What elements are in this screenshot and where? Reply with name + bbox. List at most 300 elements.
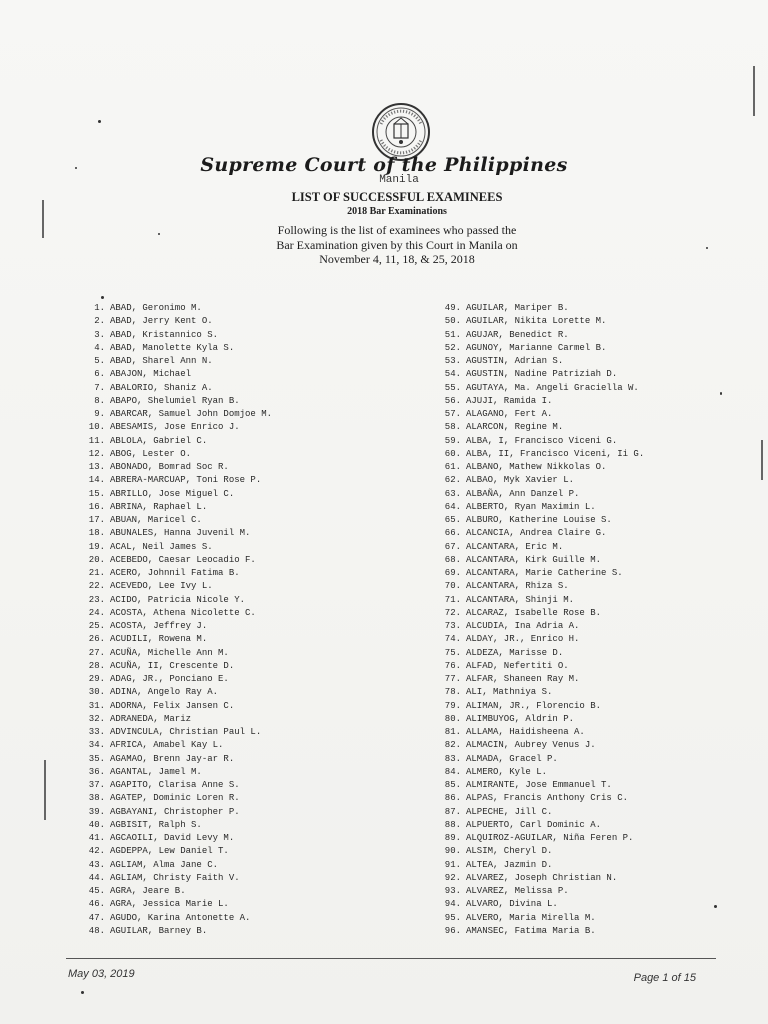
examinee-name: ALLAMA, Haidisheena A.	[466, 727, 585, 737]
examinee-row	[438, 501, 768, 514]
examinee-name: ALCARAZ, Isabelle Rose B.	[466, 607, 602, 618]
examinee-number: 71.	[444, 594, 461, 605]
examinee-row	[82, 355, 422, 368]
examinee-number: 61.	[444, 462, 461, 472]
examinee-name: ALDEZA, Marisse D.	[466, 647, 564, 658]
examinee-row	[438, 686, 768, 699]
examinee-row	[438, 488, 768, 501]
examinee-number: 7.	[94, 382, 105, 393]
examinee-name: ACUÑA, II, Crescente D.	[110, 660, 235, 671]
examinee-name: ALBANO, Mathew Nikkolas O.	[466, 462, 607, 472]
examinee-name: AGUILAR, Nikita Lorette M.	[466, 316, 607, 327]
examinee-number: 28.	[88, 660, 105, 671]
examinee-name: ALVARO, Divina L.	[466, 899, 558, 910]
examinee-number: 41.	[88, 833, 105, 843]
examinee-name: ABRILLO, Jose Miguel C.	[110, 488, 235, 499]
scan-speck	[98, 120, 101, 123]
examinee-name: ALCANTARA, Shinji M.	[466, 594, 575, 605]
examinee-name: ALMACIN, Aubrey Venus J.	[466, 740, 596, 751]
examinee-number: 45.	[88, 886, 105, 896]
examinee-name: ALVAREZ, Joseph Christian N.	[466, 872, 618, 883]
examinee-name: ALBAO, Myk Xavier L.	[466, 475, 575, 486]
examinee-name: ACUDILI, Rowena M.	[110, 634, 208, 645]
examinee-number: 72.	[444, 607, 461, 618]
examinee-name: AGDEPPA, Lew Daniel T.	[110, 846, 229, 857]
examinee-number: 34.	[88, 740, 105, 751]
examinee-number: 52.	[444, 342, 461, 353]
examinee-number: 16.	[88, 501, 105, 512]
scan-speck	[720, 392, 722, 395]
examinee-number: 82.	[444, 740, 461, 751]
examinee-row	[82, 554, 422, 567]
examinee-number: 55.	[444, 382, 461, 393]
examinee-name: ALSIM, Cheryl D.	[466, 846, 553, 857]
examinee-row	[438, 382, 768, 395]
examinee-name: ABAD, Geronimo M.	[110, 303, 202, 313]
examinee-name: ALCANTARA, Eric M.	[466, 541, 564, 552]
examinee-number: 8.	[94, 395, 105, 406]
examinee-name: ABARCAR, Samuel John Domjoe M.	[110, 409, 273, 419]
examinee-name: AGUSTIN, Nadine Patriziah D.	[466, 369, 618, 380]
examinee-row	[82, 580, 422, 593]
intro-paragraph	[0, 223, 768, 267]
examinee-number: 73.	[444, 621, 461, 631]
examinee-row	[82, 541, 422, 554]
examinee-row	[438, 819, 768, 832]
examinee-name: ACEVEDO, Lee Ivy L.	[110, 581, 213, 592]
examinee-number: 44.	[88, 872, 105, 883]
examinee-name: AGANTAL, Jamel M.	[110, 766, 202, 777]
examinee-number: 56.	[444, 395, 461, 406]
examinee-name: ALARCON, Regine M.	[466, 422, 564, 433]
examinee-row	[82, 421, 422, 434]
examinee-number: 6.	[94, 369, 105, 380]
examinee-name: ALFAR, Shaneen Ray M.	[466, 674, 580, 684]
examinee-row	[82, 912, 422, 925]
scan-edge-mark	[753, 66, 755, 116]
examinee-name: ALPUERTO, Carl Dominic A.	[466, 819, 602, 830]
examinee-row	[438, 885, 768, 898]
examinee-number: 68.	[444, 554, 461, 565]
examinee-number: 27.	[88, 647, 105, 658]
examinee-row	[438, 448, 768, 461]
examinee-row	[438, 700, 768, 713]
examinee-number: 11.	[88, 435, 105, 446]
examinee-row	[438, 514, 768, 527]
examinee-number: 84.	[444, 766, 461, 777]
examinee-name: ALIMBUYOG, Aldrin P.	[466, 713, 575, 724]
examinee-number: 81.	[444, 727, 461, 737]
examinee-name: ACIDO, Patricia Nicole Y.	[110, 594, 246, 605]
examinee-row	[438, 342, 768, 355]
examinee-number: 21.	[88, 568, 105, 578]
examinee-name: ABLOLA, Gabriel C.	[110, 435, 208, 446]
examinee-number: 18.	[88, 528, 105, 539]
examinee-row	[438, 474, 768, 487]
examinee-number: 54.	[444, 369, 461, 380]
examinee-row	[438, 368, 768, 381]
examinee-row	[438, 302, 768, 315]
examinee-row	[82, 435, 422, 448]
examinee-number: 62.	[444, 475, 461, 486]
examinee-row	[82, 885, 422, 898]
examinee-name: AGUSTIN, Adrian S.	[466, 356, 564, 366]
examinee-row	[438, 527, 768, 540]
examinee-number: 4.	[94, 342, 105, 353]
examinee-number: 46.	[88, 899, 105, 910]
examinee-number: 12.	[88, 448, 105, 459]
examinee-row	[82, 660, 422, 673]
footer-date: May 03, 2019	[68, 968, 135, 980]
examinee-name: AJUJI, Ramida I.	[466, 395, 553, 406]
examinee-number: 96.	[444, 925, 461, 936]
examinee-row	[82, 673, 422, 686]
examinee-number: 85.	[444, 780, 461, 790]
examinee-row	[82, 501, 422, 514]
examinee-number: 5.	[94, 356, 105, 366]
examinee-number: 24.	[88, 607, 105, 618]
examinee-row	[438, 620, 768, 633]
examinee-row	[438, 792, 768, 805]
examinee-row	[82, 567, 422, 580]
examinee-row	[438, 315, 768, 328]
examinee-name: ADRANEDA, Mariz	[110, 713, 192, 724]
examinee-name: ALMIRANTE, Jose Emmanuel T.	[466, 780, 612, 790]
examinee-row	[438, 726, 768, 739]
examinee-number: 37.	[88, 780, 105, 790]
examinee-name: AGUNOY, Marianne Carmel B.	[466, 342, 607, 353]
examinee-row	[438, 329, 768, 342]
examinee-row	[82, 753, 422, 766]
examinee-number: 64.	[444, 501, 461, 512]
examinee-name: ALQUIROZ-AGUILAR, Niña Feren P.	[466, 833, 634, 843]
examinee-number: 13.	[88, 462, 105, 472]
examinee-name: AGATEP, Dominic Loren R.	[110, 793, 240, 804]
examinee-name: ADORNA, Felix Jansen C.	[110, 700, 235, 711]
examinee-name: AGUTAYA, Ma. Angeli Graciella W.	[466, 382, 639, 393]
examinee-number: 80.	[444, 713, 461, 724]
examinee-name: ALCANTARA, Marie Catherine S.	[466, 568, 623, 578]
examinee-row	[82, 633, 422, 646]
court-seal-icon	[367, 102, 435, 162]
examinee-row	[438, 607, 768, 620]
examinee-name: ACAL, Neil James S.	[110, 541, 213, 552]
examinee-number: 74.	[444, 634, 461, 645]
examinee-number: 49.	[444, 303, 461, 313]
examinee-row	[82, 779, 422, 792]
examinee-number: 66.	[444, 528, 461, 539]
examinee-number: 15.	[88, 488, 105, 499]
page-title: LIST OF SUCCESSFUL EXAMINEES	[291, 190, 503, 204]
examinee-row	[82, 395, 422, 408]
examinee-number: 91.	[444, 859, 461, 870]
examinee-number: 65.	[444, 515, 461, 525]
examinee-row	[82, 726, 422, 739]
examinee-number: 38.	[88, 793, 105, 804]
examinee-name: ABAD, Kristannico S.	[110, 329, 219, 340]
examinee-list-right	[438, 302, 768, 938]
examinee-number: 67.	[444, 541, 461, 552]
scan-speck	[706, 247, 708, 249]
examinee-row	[438, 594, 768, 607]
examinee-number: 2.	[94, 316, 105, 327]
examinee-name: ABALORIO, Shaniz A.	[110, 382, 213, 393]
examinee-number: 1.	[94, 303, 105, 313]
examinee-name: AGBISIT, Ralph S.	[110, 819, 202, 830]
examinee-name: ALI, Mathniya S.	[466, 687, 553, 698]
examinee-row	[438, 435, 768, 448]
examinee-name: ALCANTARA, Rhiza S.	[466, 581, 569, 592]
examinee-name: ALPAS, Francis Anthony Cris C.	[466, 793, 629, 804]
examinee-row	[82, 686, 422, 699]
examinee-number: 22.	[88, 581, 105, 592]
examinee-number: 19.	[88, 541, 105, 552]
examinee-row	[82, 872, 422, 885]
examinee-row	[438, 845, 768, 858]
examinee-number: 50.	[444, 316, 461, 327]
examinee-row	[82, 527, 422, 540]
examinee-name: ABESAMIS, Jose Enrico J.	[110, 422, 240, 433]
examinee-name: ALBAÑA, Ann Danzel P.	[466, 488, 580, 499]
examinee-name: ALIMAN, JR., Florencio B.	[466, 700, 602, 711]
examinee-row	[82, 382, 422, 395]
examinee-number: 59.	[444, 435, 461, 446]
examinee-row	[82, 700, 422, 713]
examinee-row	[82, 474, 422, 487]
examinee-number: 69.	[444, 568, 461, 578]
examinee-row	[438, 580, 768, 593]
examinee-row	[82, 766, 422, 779]
scan-speck	[101, 296, 104, 299]
examinee-number: 89.	[444, 833, 461, 843]
examinee-row	[82, 845, 422, 858]
examinee-number: 60.	[444, 448, 461, 459]
examinee-row	[82, 488, 422, 501]
examinee-number: 17.	[88, 515, 105, 525]
examinee-row	[82, 594, 422, 607]
examinee-name: ABAD, Jerry Kent O.	[110, 316, 213, 327]
examinee-number: 70.	[444, 581, 461, 592]
examinee-number: 9.	[94, 409, 105, 419]
examinee-number: 40.	[88, 819, 105, 830]
examinee-number: 35.	[88, 753, 105, 764]
court-name: Supreme Court of the Philippines	[200, 154, 568, 176]
examinee-row	[438, 355, 768, 368]
examinee-number: 32.	[88, 713, 105, 724]
examinee-row	[438, 753, 768, 766]
examinee-name: AGUDO, Karina Antonette A.	[110, 912, 251, 923]
examinee-number: 78.	[444, 687, 461, 698]
examinee-row	[438, 554, 768, 567]
examinee-name: ALDAY, JR., Enrico H.	[466, 634, 580, 645]
examinee-row	[438, 660, 768, 673]
examinee-row	[82, 448, 422, 461]
examinee-name: ABAD, Sharel Ann N.	[110, 356, 213, 366]
examinee-name: ADAG, JR., Ponciano E.	[110, 674, 229, 684]
intro-line: Bar Examination given by this Court in Manila on	[276, 237, 518, 252]
examinee-row	[438, 739, 768, 752]
examinee-number: 43.	[88, 859, 105, 870]
examinee-number: 88.	[444, 819, 461, 830]
examinee-name: ALMERO, Kyle L.	[466, 766, 548, 777]
examinee-row	[438, 806, 768, 819]
examinee-number: 10.	[88, 422, 105, 433]
examinee-row	[438, 633, 768, 646]
examinee-row	[438, 779, 768, 792]
scan-speck	[158, 233, 160, 235]
examinee-name: ALCUDIA, Ina Adria A.	[466, 621, 580, 631]
examinee-number: 92.	[444, 872, 461, 883]
examinee-name: ABOG, Lester O.	[110, 448, 192, 459]
examinee-list-left	[82, 302, 422, 938]
examinee-row	[438, 421, 768, 434]
examinee-name: ACUÑA, Michelle Ann M.	[110, 647, 229, 658]
examinee-number: 90.	[444, 846, 461, 857]
examinee-name: ABAD, Manolette Kyla S.	[110, 342, 235, 353]
examinee-name: ABAJON, Michael	[110, 369, 192, 380]
examinee-number: 86.	[444, 793, 461, 804]
examinee-name: ALCANTARA, Kirk Guille M.	[466, 554, 602, 565]
examinee-row	[82, 898, 422, 911]
examinee-row	[82, 329, 422, 342]
court-city: Manila	[379, 174, 419, 186]
examinee-number: 3.	[94, 329, 105, 340]
examinee-row	[82, 408, 422, 421]
examinee-row	[438, 872, 768, 885]
examinee-number: 95.	[444, 912, 461, 923]
examinee-row	[82, 461, 422, 474]
examinee-name: ALCANCIA, Andrea Claire G.	[466, 528, 607, 539]
examinee-name: ALBA, II, Francisco Viceni, Ii G.	[466, 448, 645, 459]
examinee-name: ABRINA, Raphael L.	[110, 501, 208, 512]
examinee-row	[438, 541, 768, 554]
examinee-number: 23.	[88, 594, 105, 605]
examinee-number: 76.	[444, 660, 461, 671]
footer-divider	[66, 958, 716, 959]
examinee-number: 14.	[88, 475, 105, 486]
examinee-name: ALFAD, Nefertiti O.	[466, 660, 569, 671]
examinee-number: 48.	[88, 925, 105, 936]
examinee-number: 26.	[88, 634, 105, 645]
examinee-name: AFRICA, Amabel Kay L.	[110, 740, 224, 751]
page-subtitle: 2018 Bar Examinations	[347, 206, 447, 217]
examinee-number: 31.	[88, 700, 105, 711]
examinee-name: AGLIAM, Alma Jane C.	[110, 859, 219, 870]
examinee-name: AGAMAO, Brenn Jay-ar R.	[110, 753, 235, 764]
examinee-name: ALTEA, Jazmin D.	[466, 859, 553, 870]
examinee-number: 93.	[444, 886, 461, 896]
examinee-row	[438, 859, 768, 872]
examinee-name: ABONADO, Bomrad Soc R.	[110, 462, 229, 472]
examinee-number: 75.	[444, 647, 461, 658]
examinee-name: AMANSEC, Fatima Maria B.	[466, 925, 596, 936]
examinee-name: ACEBEDO, Caesar Leocadio F.	[110, 554, 256, 565]
examinee-name: AGRA, Jessica Marie L.	[110, 899, 229, 910]
examinee-number: 30.	[88, 687, 105, 698]
examinee-row	[438, 713, 768, 726]
examinee-row	[82, 514, 422, 527]
examinee-row	[82, 620, 422, 633]
scan-edge-mark	[42, 200, 44, 238]
examinee-name: ACERO, Johnnil Fatima B.	[110, 568, 240, 578]
examinee-row	[438, 912, 768, 925]
examinee-row	[82, 607, 422, 620]
examinee-row	[82, 342, 422, 355]
examinee-name: ALBURO, Katherine Louise S.	[466, 515, 612, 525]
examinee-number: 87.	[444, 806, 461, 817]
examinee-number: 36.	[88, 766, 105, 777]
examinee-number: 39.	[88, 806, 105, 817]
scan-edge-mark	[761, 440, 763, 480]
examinee-name: AGAPITO, Clarisa Anne S.	[110, 780, 240, 790]
examinee-number: 47.	[88, 912, 105, 923]
examinee-number: 33.	[88, 727, 105, 737]
examinee-row	[82, 832, 422, 845]
examinee-name: ADVINCULA, Christian Paul L.	[110, 727, 262, 737]
examinee-row	[438, 408, 768, 421]
scan-speck	[75, 167, 77, 169]
examinee-row	[438, 898, 768, 911]
intro-line: November 4, 11, 18, & 25, 2018	[319, 252, 475, 266]
examinee-row	[82, 859, 422, 872]
examinee-number: 58.	[444, 422, 461, 433]
examinee-name: ALVAREZ, Melissa P.	[466, 886, 569, 896]
scan-speck	[81, 991, 84, 994]
examinee-number: 57.	[444, 409, 461, 419]
examinee-row	[438, 395, 768, 408]
examinee-number: 29.	[88, 674, 105, 684]
examinee-number: 77.	[444, 674, 461, 684]
examinee-row	[82, 315, 422, 328]
examinee-number: 63.	[444, 488, 461, 499]
examinee-row	[438, 567, 768, 580]
examinee-number: 79.	[444, 700, 461, 711]
examinee-row	[438, 832, 768, 845]
examinee-name: AGUILAR, Barney B.	[110, 925, 208, 936]
examinee-name: ABRERA-MARCUAP, Toni Rose P.	[110, 475, 262, 486]
page-number: Page 1 of 15	[633, 972, 696, 984]
examinee-name: ACOSTA, Jeffrey J.	[110, 621, 208, 631]
examinee-number: 51.	[444, 329, 461, 340]
examinee-row	[82, 806, 422, 819]
examinee-row	[82, 713, 422, 726]
examinee-row	[438, 673, 768, 686]
examinee-name: AGUILAR, Mariper B.	[466, 303, 569, 313]
examinee-row	[438, 925, 768, 938]
examinee-name: ALAGANO, Fert A.	[466, 409, 553, 419]
examinee-row	[82, 368, 422, 381]
examinee-name: ABAPO, Shelumiel Ryan B.	[110, 395, 240, 406]
examinee-number: 53.	[444, 356, 461, 366]
examinee-number: 20.	[88, 554, 105, 565]
examinee-number: 42.	[88, 846, 105, 857]
intro-line: Following is the list of examinees who passed the	[277, 223, 517, 237]
examinee-name: AGLIAM, Christy Faith V.	[110, 872, 240, 883]
examinee-name: ABUAN, Maricel C.	[110, 515, 202, 525]
examinee-row	[82, 739, 422, 752]
examinee-name: ALVERO, Maria Mirella M.	[466, 912, 596, 923]
examinee-name: AGBAYANI, Christopher P.	[110, 806, 240, 817]
examinee-name: AGCAOILI, David Levy M.	[110, 833, 235, 843]
examinee-row	[82, 647, 422, 660]
examinee-name: ACOSTA, Athena Nicolette C.	[110, 607, 256, 618]
examinee-name: ALPECHE, Jill C.	[466, 806, 553, 817]
examinee-name: ALBERTO, Ryan Maximin L.	[466, 501, 596, 512]
examinee-name: ALMADA, Gracel P.	[466, 753, 558, 764]
examinee-name: ABUNALES, Hanna Juvenil M.	[110, 528, 251, 539]
examinee-row	[82, 925, 422, 938]
examinee-number: 83.	[444, 753, 461, 764]
